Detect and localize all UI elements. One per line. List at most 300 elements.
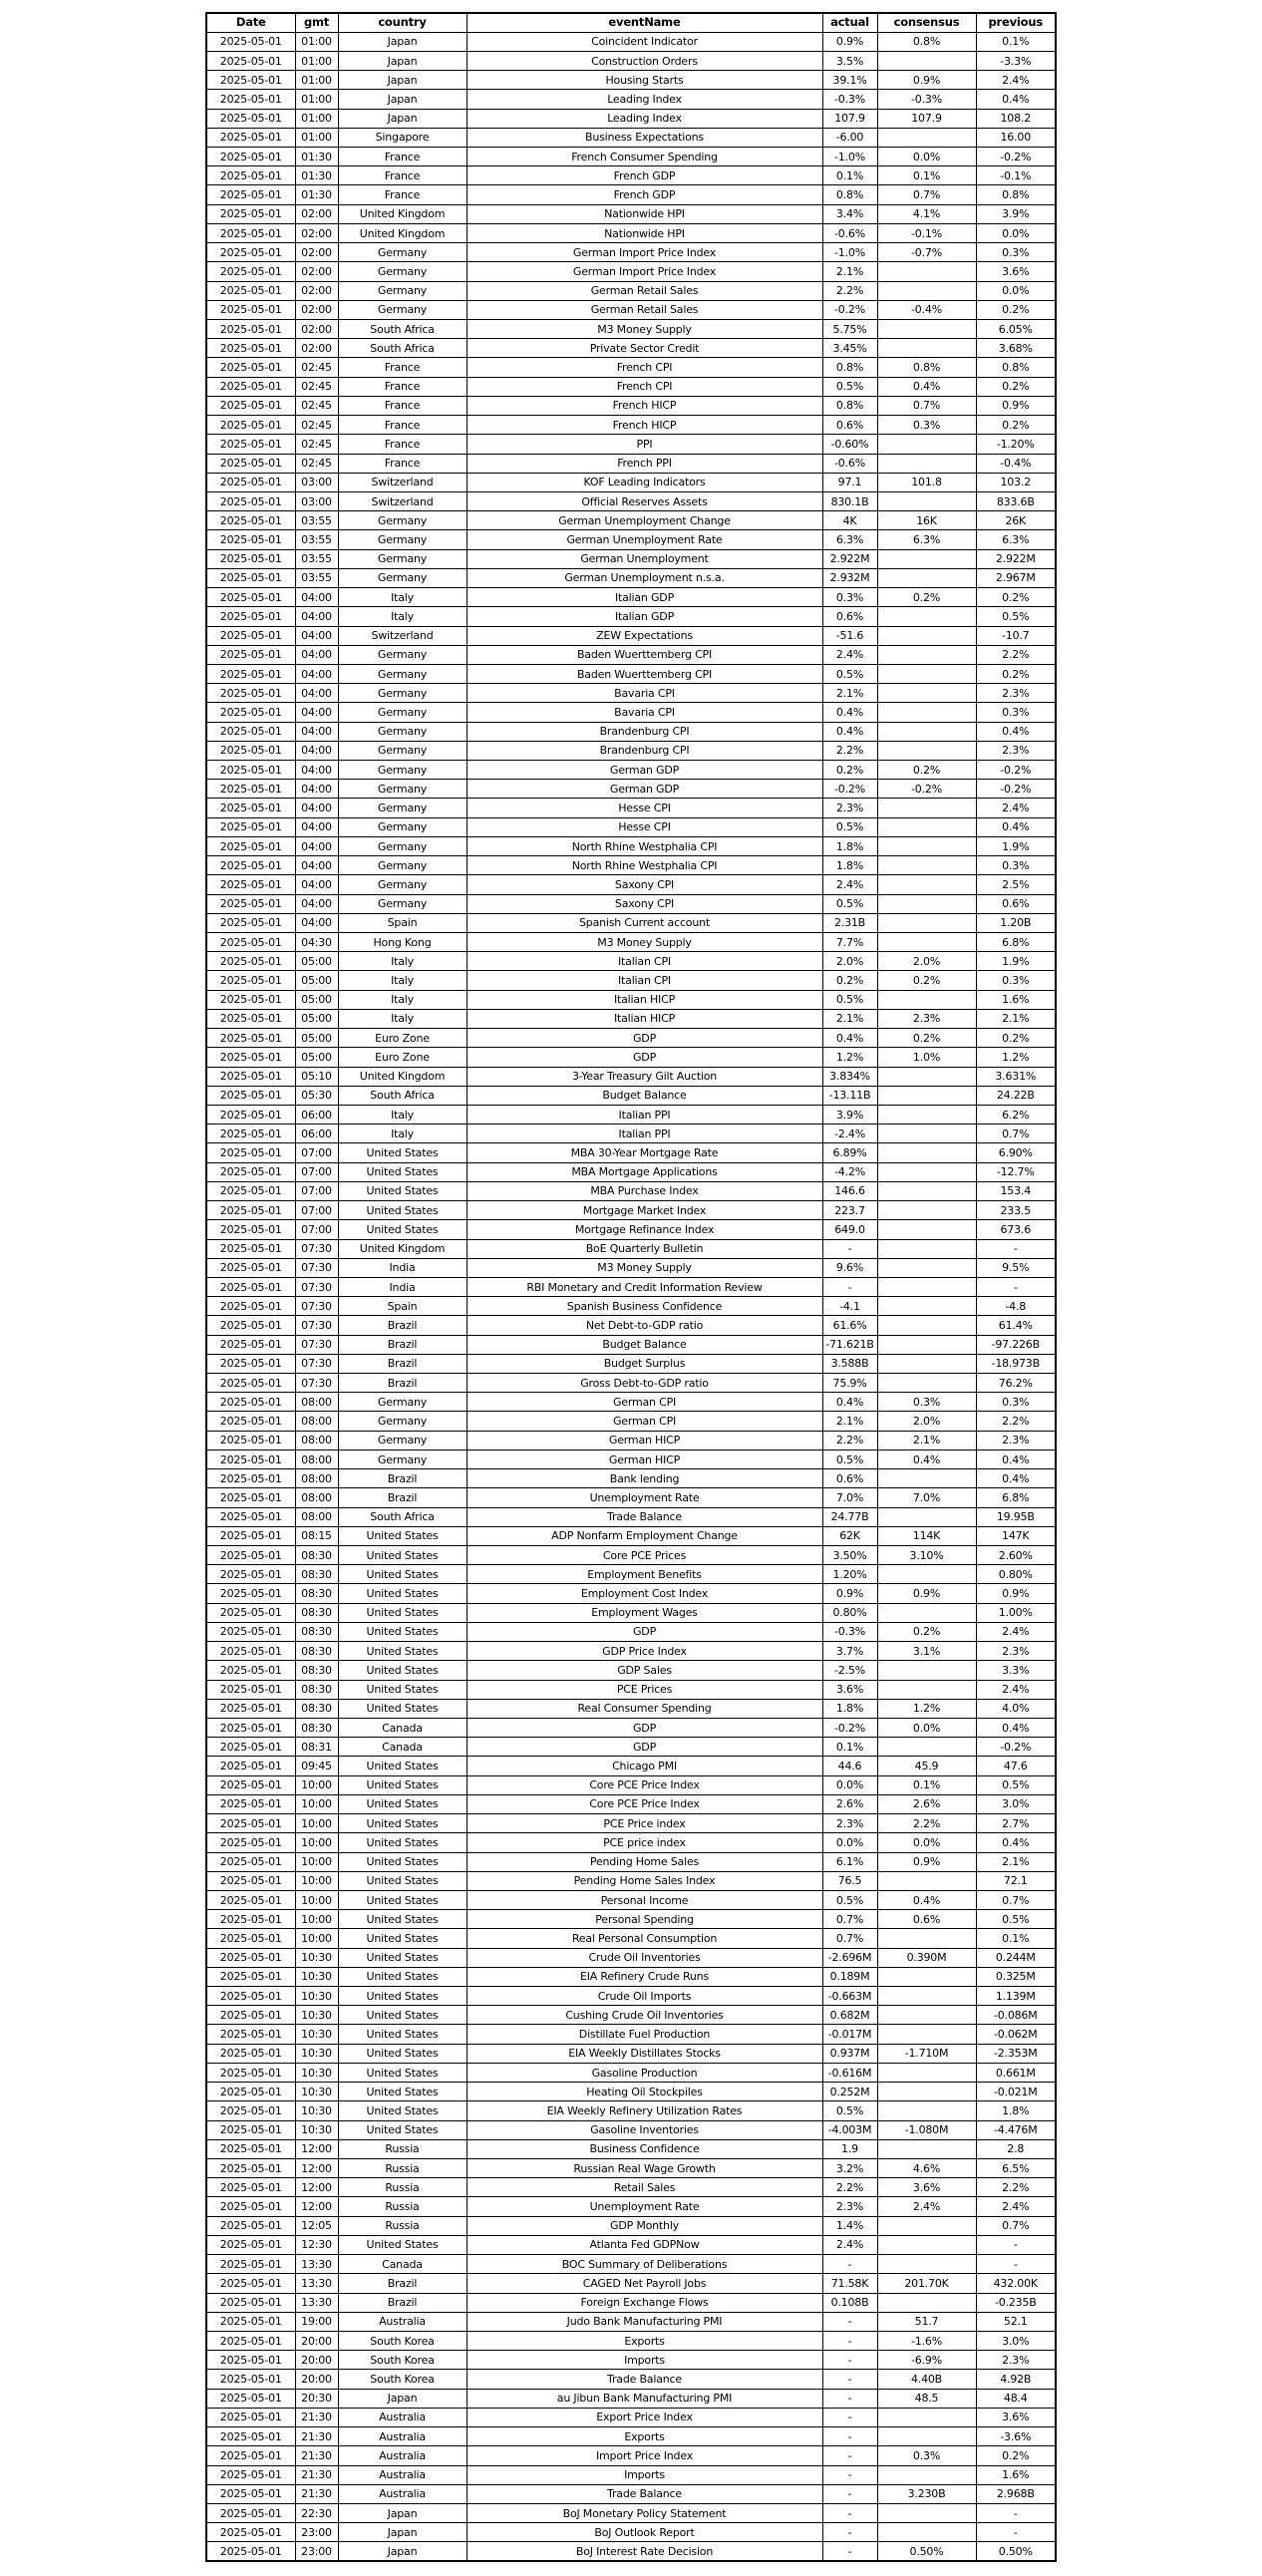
cell-gmt: 07:30	[295, 1335, 338, 1354]
table-row	[206, 1680, 1056, 1699]
cell-actual: 2.3%	[822, 2197, 877, 2216]
table-row	[206, 1833, 1056, 1852]
cell-gmt: 02:00	[295, 339, 338, 358]
cell-consensus	[877, 1220, 976, 1239]
cell-date: 2025-05-01	[206, 1584, 295, 1603]
cell-consensus: 0.9%	[877, 1584, 976, 1603]
cell-consensus	[877, 2235, 976, 2254]
table-row	[206, 416, 1056, 435]
cell-previous: 3.6%	[976, 2408, 1056, 2426]
column-header-consensus: consensus	[877, 13, 976, 32]
cell-consensus	[877, 1871, 976, 1890]
cell-country: South Africa	[338, 339, 467, 358]
cell-previous: 3.3%	[976, 1661, 1056, 1680]
cell-date: 2025-05-01	[206, 703, 295, 722]
cell-previous: 6.5%	[976, 2159, 1056, 2178]
cell-gmt: 02:00	[295, 281, 338, 300]
cell-gmt: 04:00	[295, 703, 338, 722]
cell-actual: -	[822, 2503, 877, 2522]
cell-consensus: 0.8%	[877, 32, 976, 51]
cell-gmt: 02:45	[295, 416, 338, 435]
cell-consensus	[877, 2408, 976, 2426]
cell-gmt: 04:00	[295, 741, 338, 760]
cell-country: Germany	[338, 817, 467, 836]
cell-event-name: M3 Money Supply	[467, 1258, 822, 1277]
cell-previous: -97.226B	[976, 1335, 1056, 1354]
cell-gmt: 04:00	[295, 836, 338, 855]
cell-gmt: 01:00	[295, 90, 338, 109]
cell-previous: 0.4%	[976, 1449, 1056, 1468]
cell-country: Russia	[338, 2216, 467, 2235]
cell-consensus: 101.8	[877, 473, 976, 491]
cell-previous: 0.5%	[976, 1775, 1056, 1794]
cell-gmt: 12:00	[295, 2159, 338, 2178]
cell-consensus	[877, 51, 976, 70]
cell-gmt: 07:30	[295, 1239, 338, 1258]
cell-date: 2025-05-01	[206, 1105, 295, 1124]
cell-actual: -0.2%	[822, 1718, 877, 1737]
cell-date: 2025-05-01	[206, 1661, 295, 1680]
cell-date: 2025-05-01	[206, 491, 295, 510]
cell-consensus	[877, 1067, 976, 1086]
cell-previous: 1.00%	[976, 1603, 1056, 1622]
cell-event-name: French HICP	[467, 416, 822, 435]
cell-actual: -	[822, 2446, 877, 2465]
cell-event-name: Cushing Crude Oil Inventories	[467, 2006, 822, 2025]
cell-consensus: -1.080M	[877, 2120, 976, 2139]
cell-event-name: Leading Index	[467, 109, 822, 128]
cell-event-name: French Consumer Spending	[467, 148, 822, 166]
cell-country: Australia	[338, 2484, 467, 2503]
cell-actual: 0.9%	[822, 32, 877, 51]
cell-event-name: German Unemployment n.s.a.	[467, 568, 822, 587]
cell-gmt: 03:55	[295, 549, 338, 568]
cell-previous: 0.661M	[976, 2063, 1056, 2082]
cell-actual: 1.8%	[822, 836, 877, 855]
cell-event-name: German CPI	[467, 1412, 822, 1431]
cell-country: United States	[338, 2120, 467, 2139]
cell-gmt: 07:00	[295, 1143, 338, 1162]
cell-country: United States	[338, 1603, 467, 1622]
cell-consensus: 4.1%	[877, 204, 976, 223]
cell-previous: 0.9%	[976, 396, 1056, 415]
cell-gmt: 04:00	[295, 817, 338, 836]
cell-actual: -0.663M	[822, 1987, 877, 2006]
cell-consensus: 3.10%	[877, 1546, 976, 1565]
cell-gmt: 06:00	[295, 1125, 338, 1143]
cell-gmt: 10:30	[295, 2101, 338, 2120]
cell-country: Germany	[338, 568, 467, 587]
cell-date: 2025-05-01	[206, 1354, 295, 1373]
cell-previous: 0.2%	[976, 1029, 1056, 1048]
table-row	[206, 204, 1056, 223]
cell-event-name: GDP Monthly	[467, 2216, 822, 2235]
cell-gmt: 04:00	[295, 645, 338, 664]
cell-actual: 0.3%	[822, 588, 877, 607]
table-row	[206, 1546, 1056, 1565]
cell-date: 2025-05-01	[206, 300, 295, 319]
column-header-date: Date	[206, 13, 295, 32]
cell-event-name: Mortgage Market Index	[467, 1201, 822, 1220]
cell-consensus	[877, 1680, 976, 1699]
cell-consensus	[877, 2063, 976, 2082]
column-header-previous: previous	[976, 13, 1056, 32]
table-row	[206, 1374, 1056, 1393]
cell-gmt: 12:00	[295, 2178, 338, 2197]
table-row	[206, 1125, 1056, 1143]
cell-consensus: -1.6%	[877, 2331, 976, 2350]
cell-consensus: 0.7%	[877, 396, 976, 415]
cell-actual: 2.2%	[822, 281, 877, 300]
cell-consensus: 0.390M	[877, 1948, 976, 1967]
cell-previous: 103.2	[976, 473, 1056, 491]
table-row	[206, 1086, 1056, 1105]
table-row	[206, 473, 1056, 491]
cell-country: France	[338, 416, 467, 435]
cell-previous: -	[976, 2503, 1056, 2522]
cell-date: 2025-05-01	[206, 1699, 295, 1718]
cell-consensus: 0.0%	[877, 1833, 976, 1852]
cell-event-name: French HICP	[467, 396, 822, 415]
cell-actual: 1.9	[822, 2139, 877, 2158]
cell-event-name: Italian PPI	[467, 1105, 822, 1124]
table-row	[206, 166, 1056, 185]
cell-previous: 0.2%	[976, 377, 1056, 396]
cell-actual: 0.1%	[822, 1738, 877, 1757]
table-row	[206, 2542, 1056, 2561]
cell-previous: 1.9%	[976, 952, 1056, 971]
cell-gmt: 04:00	[295, 684, 338, 703]
cell-event-name: Baden Wuerttemberg CPI	[467, 664, 822, 683]
cell-country: South Korea	[338, 2370, 467, 2389]
cell-consensus: 7.0%	[877, 1488, 976, 1507]
cell-previous: 72.1	[976, 1871, 1056, 1890]
cell-consensus	[877, 799, 976, 817]
table-row	[206, 1393, 1056, 1412]
cell-date: 2025-05-01	[206, 2523, 295, 2542]
cell-consensus	[877, 262, 976, 281]
cell-event-name: North Rhine Westphalia CPI	[467, 856, 822, 875]
cell-gmt: 02:45	[295, 454, 338, 473]
cell-date: 2025-05-01	[206, 2331, 295, 2350]
cell-consensus: 0.9%	[877, 71, 976, 90]
cell-country: Switzerland	[338, 491, 467, 510]
cell-country: United States	[338, 2101, 467, 2120]
cell-consensus	[877, 913, 976, 932]
cell-date: 2025-05-01	[206, 1738, 295, 1757]
cell-actual: 0.2%	[822, 761, 877, 780]
cell-consensus: 0.2%	[877, 761, 976, 780]
cell-date: 2025-05-01	[206, 1449, 295, 1468]
table-body	[206, 32, 1056, 2561]
cell-actual: 0.5%	[822, 664, 877, 683]
cell-previous: 24.22B	[976, 1086, 1056, 1105]
cell-country: United States	[338, 2044, 467, 2063]
cell-gmt: 04:00	[295, 761, 338, 780]
cell-previous: 1.2%	[976, 1048, 1056, 1067]
cell-consensus	[877, 2025, 976, 2044]
cell-country: Germany	[338, 1449, 467, 1468]
cell-date: 2025-05-01	[206, 1757, 295, 1775]
cell-date: 2025-05-01	[206, 2178, 295, 2197]
cell-previous: 0.1%	[976, 1929, 1056, 1948]
cell-consensus: 0.3%	[877, 416, 976, 435]
cell-actual: 0.4%	[822, 1029, 877, 1048]
cell-event-name: Crude Oil Imports	[467, 1987, 822, 2006]
cell-country: Germany	[338, 1412, 467, 1431]
cell-gmt: 20:00	[295, 2331, 338, 2350]
cell-date: 2025-05-01	[206, 2312, 295, 2331]
cell-date: 2025-05-01	[206, 2446, 295, 2465]
cell-event-name: Net Debt-to-GDP ratio	[467, 1316, 822, 1335]
cell-consensus	[877, 875, 976, 894]
cell-date: 2025-05-01	[206, 626, 295, 645]
table-row	[206, 491, 1056, 510]
table-row	[206, 300, 1056, 319]
cell-country: Italy	[338, 990, 467, 1009]
cell-gmt: 21:30	[295, 2408, 338, 2426]
cell-previous: 0.2%	[976, 664, 1056, 683]
cell-date: 2025-05-01	[206, 741, 295, 760]
cell-consensus	[877, 128, 976, 147]
cell-date: 2025-05-01	[206, 1297, 295, 1316]
cell-gmt: 04:00	[295, 722, 338, 741]
cell-previous: -0.2%	[976, 148, 1056, 166]
table-row	[206, 32, 1056, 51]
cell-country: United States	[338, 1987, 467, 2006]
cell-country: United States	[338, 1890, 467, 1909]
cell-event-name: German Retail Sales	[467, 281, 822, 300]
cell-date: 2025-05-01	[206, 780, 295, 799]
table-row	[206, 1412, 1056, 1431]
cell-consensus: 0.1%	[877, 166, 976, 185]
cell-date: 2025-05-01	[206, 1833, 295, 1852]
table-row	[206, 1794, 1056, 1813]
cell-consensus	[877, 645, 976, 664]
cell-previous: -	[976, 2255, 1056, 2274]
cell-consensus	[877, 1603, 976, 1622]
cell-consensus: 3.230B	[877, 2484, 976, 2503]
cell-event-name: French PPI	[467, 454, 822, 473]
cell-consensus	[877, 1354, 976, 1373]
table-row	[206, 1584, 1056, 1603]
table-row	[206, 2465, 1056, 2484]
cell-event-name: Saxony CPI	[467, 894, 822, 913]
cell-country: United States	[338, 1814, 467, 1833]
table-row	[206, 358, 1056, 377]
cell-gmt: 02:00	[295, 262, 338, 281]
cell-previous: 2.3%	[976, 1431, 1056, 1449]
cell-date: 2025-05-01	[206, 2370, 295, 2389]
cell-event-name: Italian GDP	[467, 588, 822, 607]
cell-event-name: PCE Price index	[467, 1814, 822, 1833]
cell-event-name: Unemployment Rate	[467, 1488, 822, 1507]
cell-gmt: 01:00	[295, 71, 338, 90]
cell-actual: 2.4%	[822, 2235, 877, 2254]
cell-event-name: Atlanta Fed GDPNow	[467, 2235, 822, 2254]
cell-previous: 2.7%	[976, 1814, 1056, 1833]
cell-date: 2025-05-01	[206, 148, 295, 166]
cell-date: 2025-05-01	[206, 2139, 295, 2158]
cell-gmt: 01:00	[295, 128, 338, 147]
cell-date: 2025-05-01	[206, 185, 295, 204]
cell-country: Italy	[338, 1009, 467, 1028]
cell-actual: 1.2%	[822, 1048, 877, 1067]
table-row	[206, 1354, 1056, 1373]
cell-previous: 0.8%	[976, 358, 1056, 377]
cell-gmt: 01:30	[295, 185, 338, 204]
table-row	[206, 1335, 1056, 1354]
cell-event-name: Spanish Current account	[467, 913, 822, 932]
cell-consensus: 2.0%	[877, 1412, 976, 1431]
cell-actual: 2.31B	[822, 913, 877, 932]
cell-consensus	[877, 281, 976, 300]
cell-actual: 3.588B	[822, 1354, 877, 1373]
cell-date: 2025-05-01	[206, 952, 295, 971]
cell-gmt: 12:00	[295, 2197, 338, 2216]
cell-event-name: BoJ Monetary Policy Statement	[467, 2503, 822, 2522]
cell-country: Japan	[338, 71, 467, 90]
cell-previous: 76.2%	[976, 1374, 1056, 1393]
cell-actual: 3.4%	[822, 204, 877, 223]
cell-country: Brazil	[338, 1354, 467, 1373]
cell-actual: -0.60%	[822, 435, 877, 454]
cell-country: Brazil	[338, 1469, 467, 1488]
cell-event-name: GDP	[467, 1048, 822, 1067]
cell-consensus	[877, 1967, 976, 1986]
cell-country: United Kingdom	[338, 1067, 467, 1086]
cell-consensus: 201.70K	[877, 2274, 976, 2293]
cell-event-name: German Unemployment	[467, 549, 822, 568]
table-row	[206, 2063, 1056, 2082]
cell-consensus: 4.6%	[877, 2159, 976, 2178]
cell-country: Brazil	[338, 2274, 467, 2293]
table-row	[206, 2446, 1056, 2465]
cell-event-name: MBA 30-Year Mortgage Rate	[467, 1143, 822, 1162]
cell-event-name: Russian Real Wage Growth	[467, 2159, 822, 2178]
cell-country: Italy	[338, 952, 467, 971]
cell-previous: 2.5%	[976, 875, 1056, 894]
cell-previous: -4.8	[976, 1297, 1056, 1316]
cell-previous: 147K	[976, 1526, 1056, 1545]
cell-actual: 6.3%	[822, 530, 877, 549]
cell-date: 2025-05-01	[206, 109, 295, 128]
cell-date: 2025-05-01	[206, 1680, 295, 1699]
cell-previous: -0.4%	[976, 454, 1056, 473]
cell-date: 2025-05-01	[206, 223, 295, 242]
cell-event-name: Italian CPI	[467, 952, 822, 971]
table-row	[206, 2408, 1056, 2426]
table-row	[206, 2503, 1056, 2522]
cell-event-name: Italian GDP	[467, 607, 822, 626]
cell-actual: -1.0%	[822, 148, 877, 166]
cell-consensus	[877, 435, 976, 454]
cell-consensus: 1.0%	[877, 1048, 976, 1067]
table-row	[206, 645, 1056, 664]
cell-country: United States	[338, 1143, 467, 1162]
table-row	[206, 185, 1056, 204]
cell-country: United States	[338, 1181, 467, 1200]
cell-consensus	[877, 2216, 976, 2235]
table-row	[206, 894, 1056, 913]
cell-actual: 75.9%	[822, 1374, 877, 1393]
cell-gmt: 06:00	[295, 1105, 338, 1124]
cell-date: 2025-05-01	[206, 320, 295, 339]
cell-previous: 6.2%	[976, 1105, 1056, 1124]
cell-date: 2025-05-01	[206, 1794, 295, 1813]
cell-consensus	[877, 1507, 976, 1526]
cell-previous: 0.2%	[976, 2446, 1056, 2465]
table-row	[206, 741, 1056, 760]
cell-previous: 2.2%	[976, 1412, 1056, 1431]
cell-country: United Kingdom	[338, 223, 467, 242]
cell-actual: -1.0%	[822, 243, 877, 262]
cell-date: 2025-05-01	[206, 2408, 295, 2426]
cell-event-name: EIA Weekly Refinery Utilization Rates	[467, 2101, 822, 2120]
cell-previous: -3.3%	[976, 51, 1056, 70]
cell-event-name: Brandenburg CPI	[467, 741, 822, 760]
cell-country: United States	[338, 1794, 467, 1813]
cell-gmt: 01:00	[295, 51, 338, 70]
cell-event-name: Budget Balance	[467, 1335, 822, 1354]
cell-date: 2025-05-01	[206, 817, 295, 836]
table-row	[206, 1143, 1056, 1162]
cell-gmt: 10:30	[295, 2025, 338, 2044]
cell-actual: 3.6%	[822, 1680, 877, 1699]
cell-actual: 2.3%	[822, 799, 877, 817]
cell-country: Australia	[338, 2427, 467, 2446]
cell-previous: 233.5	[976, 1201, 1056, 1220]
cell-country: Germany	[338, 530, 467, 549]
table-row	[206, 799, 1056, 817]
cell-actual: 3.9%	[822, 1105, 877, 1124]
cell-country: Spain	[338, 1297, 467, 1316]
cell-date: 2025-05-01	[206, 2255, 295, 2274]
cell-gmt: 20:00	[295, 2351, 338, 2370]
cell-previous: 47.6	[976, 1757, 1056, 1775]
cell-event-name: Retail Sales	[467, 2178, 822, 2197]
cell-actual: 0.937M	[822, 2044, 877, 2063]
cell-gmt: 08:30	[295, 1584, 338, 1603]
cell-previous: 0.7%	[976, 1125, 1056, 1143]
cell-event-name: Italian HICP	[467, 990, 822, 1009]
table-row	[206, 2312, 1056, 2331]
table-row	[206, 2274, 1056, 2293]
cell-previous: 0.325M	[976, 1967, 1056, 1986]
cell-consensus: 0.2%	[877, 1622, 976, 1641]
cell-actual: 2.1%	[822, 262, 877, 281]
cell-consensus: 1.2%	[877, 1699, 976, 1718]
cell-date: 2025-05-01	[206, 1718, 295, 1737]
cell-event-name: Baden Wuerttemberg CPI	[467, 645, 822, 664]
cell-actual: 0.5%	[822, 990, 877, 1009]
cell-gmt: 08:00	[295, 1488, 338, 1507]
cell-event-name: Distillate Fuel Production	[467, 2025, 822, 2044]
cell-actual: 0.5%	[822, 1890, 877, 1909]
cell-consensus	[877, 1201, 976, 1220]
cell-consensus: 0.4%	[877, 1890, 976, 1909]
cell-gmt: 10:00	[295, 1890, 338, 1909]
cell-date: 2025-05-01	[206, 281, 295, 300]
cell-actual: -0.2%	[822, 300, 877, 319]
cell-previous: 108.2	[976, 109, 1056, 128]
cell-date: 2025-05-01	[206, 473, 295, 491]
cell-actual: -0.2%	[822, 780, 877, 799]
cell-date: 2025-05-01	[206, 2389, 295, 2408]
cell-consensus	[877, 607, 976, 626]
cell-gmt: 04:30	[295, 933, 338, 952]
cell-country: United States	[338, 1220, 467, 1239]
